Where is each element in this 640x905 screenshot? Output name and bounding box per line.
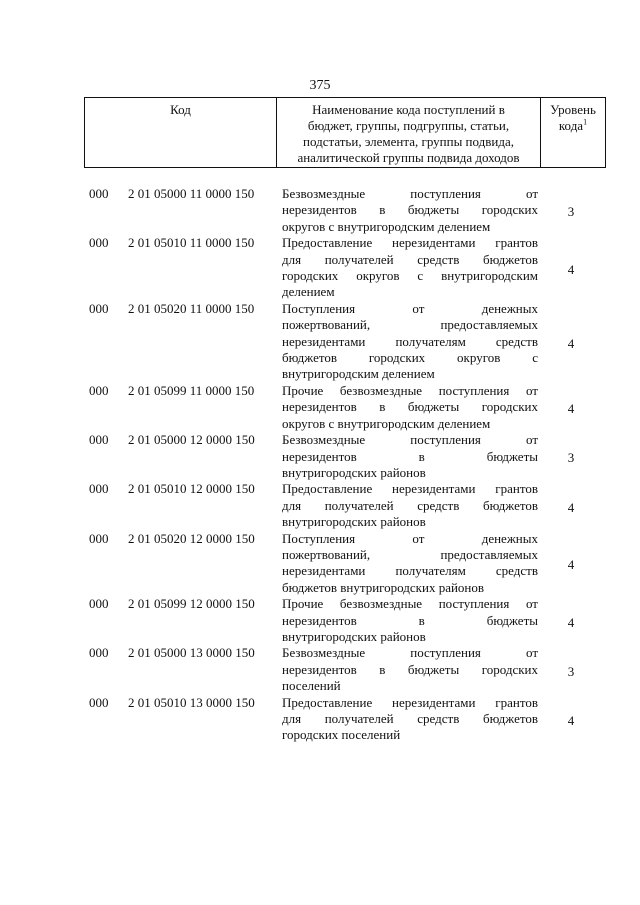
- row-name-line: нерезидентов в бюджеты: [282, 448, 538, 464]
- row-name-line: для получателей средств бюджетов: [282, 711, 538, 726]
- row-code: 2 01 05010 12 0000 150: [128, 481, 255, 497]
- row-name: [282, 235, 538, 301]
- header-name-line: бюджет, группы, подгруппы, статьи,: [307, 118, 510, 133]
- row-level: 3: [567, 663, 575, 679]
- row-name-line: Предоставление нерезидентами грантов: [282, 694, 538, 710]
- row-code: 2 01 05000 11 0000 150: [128, 186, 255, 201]
- row-name-line: Поступления от денежных: [282, 530, 538, 546]
- table-row: [0, 645, 640, 694]
- table-row: [0, 383, 640, 432]
- row-name-line: нерезидентов в бюджеты городских: [282, 399, 538, 415]
- header-level-line: кода$^1$: [558, 117, 588, 133]
- table-row: [0, 432, 640, 481]
- row-name-line: округов с внутригородским делением: [282, 415, 491, 431]
- row-prefix: 000: [89, 186, 109, 201]
- row-code: 2 01 05020 12 0000 150: [128, 530, 255, 546]
- row-name-line: внутригородских районов: [282, 514, 426, 530]
- row-name-line: поселений: [282, 678, 341, 694]
- row-prefix: 000: [89, 694, 109, 710]
- row-level: 3: [567, 450, 575, 466]
- row-name: [282, 531, 538, 597]
- row-name-line: Безвозмездные поступления от: [282, 645, 538, 661]
- row-level: 4: [567, 614, 575, 630]
- row-name-line: внутригородских районов: [282, 628, 426, 644]
- row-name-line: Прочие безвозмездные поступления от: [282, 596, 538, 612]
- row-name-line: для получателей средств бюджетов: [282, 497, 538, 513]
- row-prefix: 000: [89, 382, 109, 398]
- table-row: [0, 695, 640, 744]
- row-code: 2 01 05099 11 0000 150: [128, 382, 255, 398]
- row-prefix: 000: [89, 481, 109, 497]
- row-prefix: 000: [89, 235, 109, 251]
- table-header: [84, 97, 606, 168]
- row-name-line: Предоставление нерезидентами грантов: [282, 235, 538, 251]
- row-name-line: Прочие безвозмездные поступления от: [282, 382, 538, 398]
- header-level-line: Уровень: [550, 102, 596, 117]
- row-level: 4: [567, 557, 575, 573]
- table-row: [0, 531, 640, 597]
- row-name-line: городских округов с внутригородским: [282, 268, 538, 284]
- row-name: [282, 481, 538, 530]
- row-name-line: городских поселений: [282, 727, 401, 743]
- row-prefix: 000: [89, 530, 109, 546]
- row-level: 4: [567, 401, 575, 417]
- table-row: [0, 235, 640, 301]
- row-name: [282, 645, 538, 694]
- row-name-line: бюджетов городских округов с: [282, 350, 538, 366]
- row-name-line: Предоставление нерезидентами грантов: [282, 481, 538, 497]
- row-name-line: пожертвований, предоставляемых: [282, 317, 538, 333]
- row-prefix: 000: [89, 300, 109, 316]
- row-name-line: пожертвований, предоставляемых: [282, 546, 538, 562]
- row-code: 2 01 05010 13 0000 150: [128, 694, 255, 710]
- header-name-line: подстатьи, элемента, группы подвида,: [303, 134, 514, 149]
- table-row: [0, 596, 640, 645]
- row-name-line: бюджетов внутригородских районов: [282, 579, 485, 595]
- row-prefix: 000: [89, 645, 109, 661]
- row-code: 2 01 05020 11 0000 150: [128, 300, 255, 316]
- row-name-line: Безвозмездные поступления от: [282, 186, 538, 201]
- row-name-line: Безвозмездные поступления от: [282, 432, 538, 448]
- header-code: Код: [84, 98, 277, 167]
- header-name-line: аналитической группы подвида доходов: [297, 150, 520, 165]
- row-level: 4: [567, 499, 575, 515]
- row-prefix: 000: [89, 432, 109, 448]
- row-name-line: нерезидентов в бюджеты: [282, 612, 538, 628]
- row-name-line: внутригородских районов: [282, 464, 426, 480]
- table-row: [0, 186, 640, 235]
- header-name-line: Наименование кода поступлений в: [312, 102, 505, 117]
- row-name: [282, 596, 538, 645]
- row-name: [282, 695, 538, 744]
- table-body: [0, 186, 640, 744]
- table-row: [0, 301, 640, 383]
- row-code: 2 01 05010 11 0000 150: [128, 235, 255, 251]
- row-level: 3: [567, 204, 575, 220]
- row-name-line: нерезидентами получателям средств: [282, 563, 538, 579]
- row-level: 4: [567, 712, 575, 728]
- row-prefix: 000: [89, 596, 109, 612]
- row-name: [282, 186, 538, 235]
- table-row: [0, 481, 640, 530]
- row-code: 2 01 05099 12 0000 150: [128, 596, 255, 612]
- row-name-line: округов с внутригородским делением: [282, 218, 491, 234]
- row-name-line: нерезидентов в бюджеты городских: [282, 661, 538, 677]
- row-name-line: для получателей средств бюджетов: [282, 251, 538, 267]
- row-name-line: внутригородским делением: [282, 366, 435, 382]
- header-level: [541, 98, 606, 167]
- row-name-line: нерезидентами получателям средств: [282, 333, 538, 349]
- row-code: 2 01 05000 12 0000 150: [128, 432, 255, 448]
- footnote-marker: 1: [583, 117, 588, 127]
- page-number: 375: [309, 78, 331, 93]
- row-name-line: Поступления от денежных: [282, 300, 538, 316]
- row-level: 4: [567, 261, 575, 277]
- row-name-line: делением: [282, 284, 335, 300]
- row-name-line: нерезидентов в бюджеты городских: [282, 202, 538, 218]
- row-name: [282, 432, 538, 481]
- row-name: [282, 301, 538, 383]
- row-code: 2 01 05000 13 0000 150: [128, 645, 255, 661]
- row-level: 4: [567, 335, 575, 351]
- header-name: [277, 98, 541, 167]
- row-name: [282, 383, 538, 432]
